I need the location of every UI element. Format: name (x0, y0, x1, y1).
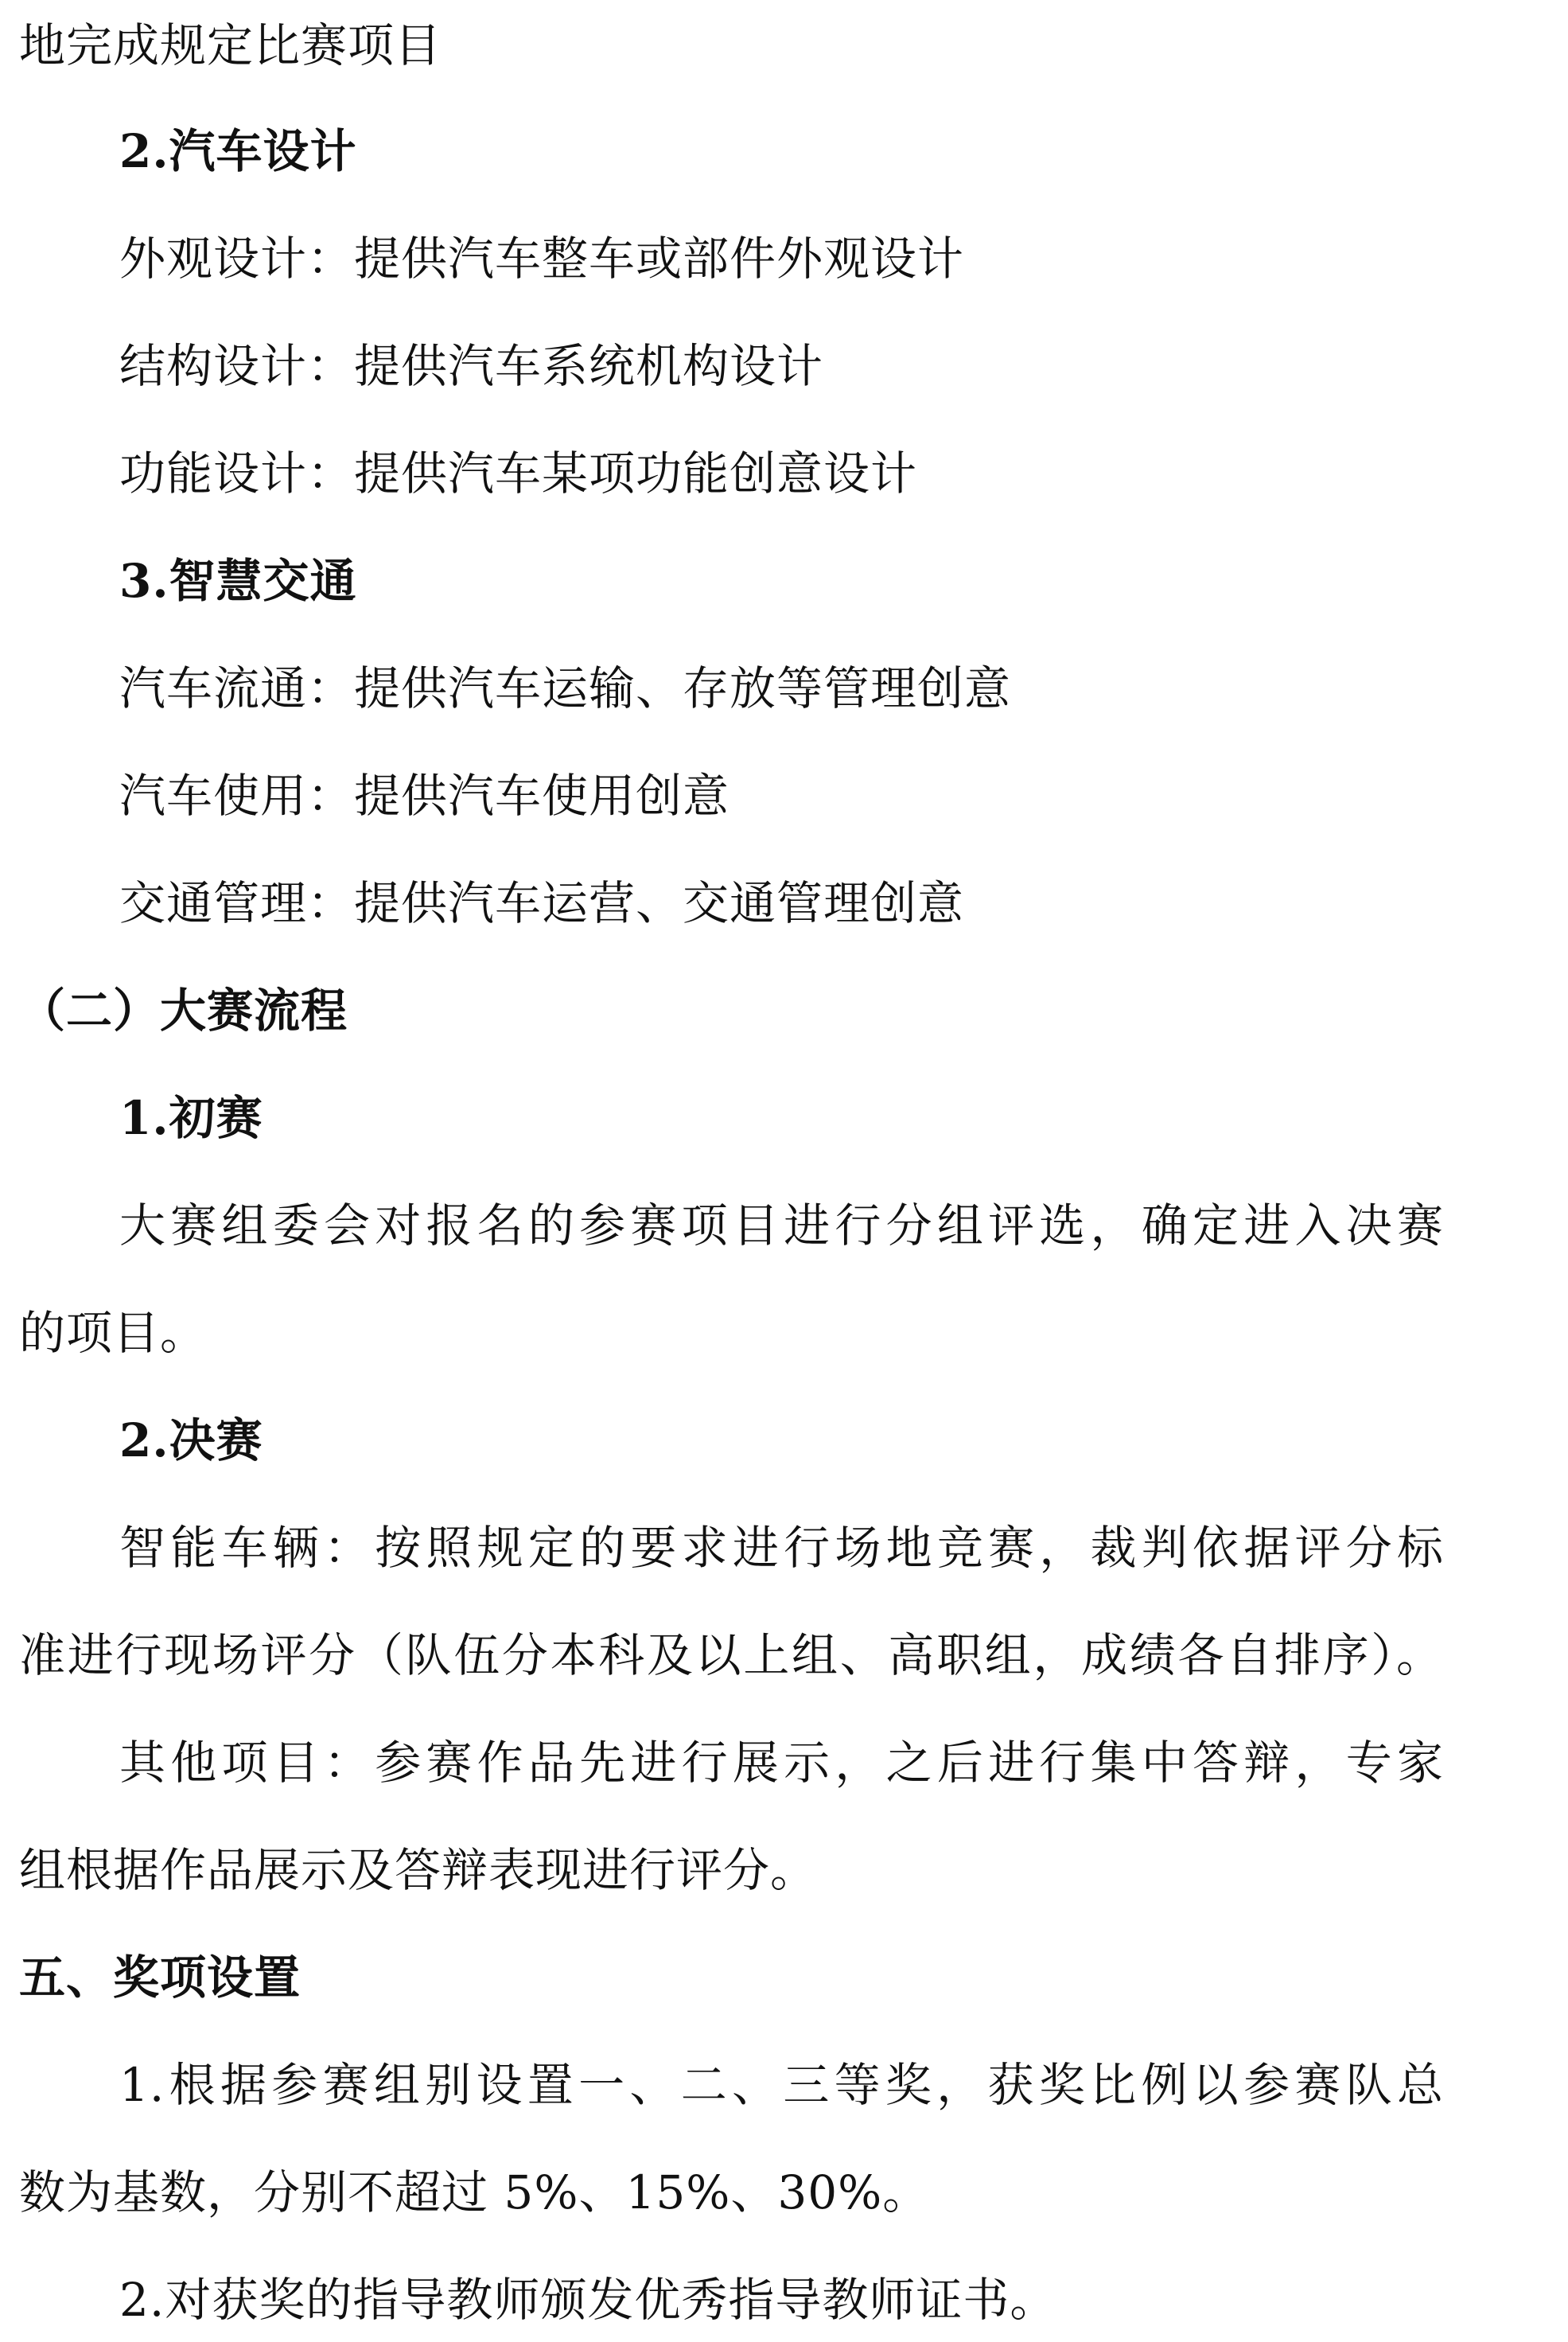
text-line-structure-design: 结构设计：提供汽车系统机构设计 (119, 339, 824, 393)
paragraph-awards-line-1: 1.根据参赛组别设置一、二、三等奖，获奖比例以参赛队总 (119, 2058, 1444, 2112)
paragraph-other-projects-line-2: 组根据作品展示及答辩表现进行评分。 (19, 1843, 818, 1897)
paragraph-awards-line-2: 数为基数，分别不超过 5%、15%、30%。 (19, 2165, 930, 2219)
section-heading-awards: 五、奖项设置 (19, 1950, 302, 2005)
paragraph-smart-vehicle-line-1: 智能车辆：按照规定的要求进行场地竞赛，裁判依据评分标 (119, 1521, 1444, 1575)
section-heading-competition-process: （二）大赛流程 (19, 984, 348, 1038)
subheading-final: 2.决赛 (119, 1413, 263, 1467)
paragraph-advisor-certificate: 2.对获奖的指导教师颁发优秀指导教师证书。 (119, 2273, 1057, 2327)
text-line-function-design: 功能设计：提供汽车某项功能创意设计 (119, 446, 918, 501)
subheading-car-design: 2.汽车设计 (119, 124, 357, 178)
text-line-continuation: 地完成规定比赛项目 (19, 18, 442, 72)
subheading-smart-traffic: 3.智慧交通 (119, 554, 357, 608)
text-line-car-circulation: 汽车流通：提供汽车运输、存放等管理创意 (119, 661, 1012, 715)
paragraph-smart-vehicle-line-2: 准进行现场评分（队伍分本科及以上组、高职组，成绩各自排序）。 (19, 1628, 1443, 1682)
paragraph-preliminary-line-1: 大赛组委会对报名的参赛项目进行分组评选，确定进入决赛 (119, 1198, 1444, 1253)
text-line-car-usage: 汽车使用：提供汽车使用创意 (119, 769, 730, 823)
paragraph-preliminary-line-2: 的项目。 (19, 1306, 208, 1360)
paragraph-other-projects-line-1: 其他项目：参赛作品先进行展示，之后进行集中答辩，专家 (119, 1736, 1444, 1790)
text-line-traffic-management: 交通管理：提供汽车运营、交通管理创意 (119, 876, 965, 930)
subheading-preliminary: 1.初赛 (119, 1091, 263, 1145)
text-line-appearance-design: 外观设计：提供汽车整车或部件外观设计 (119, 232, 965, 286)
